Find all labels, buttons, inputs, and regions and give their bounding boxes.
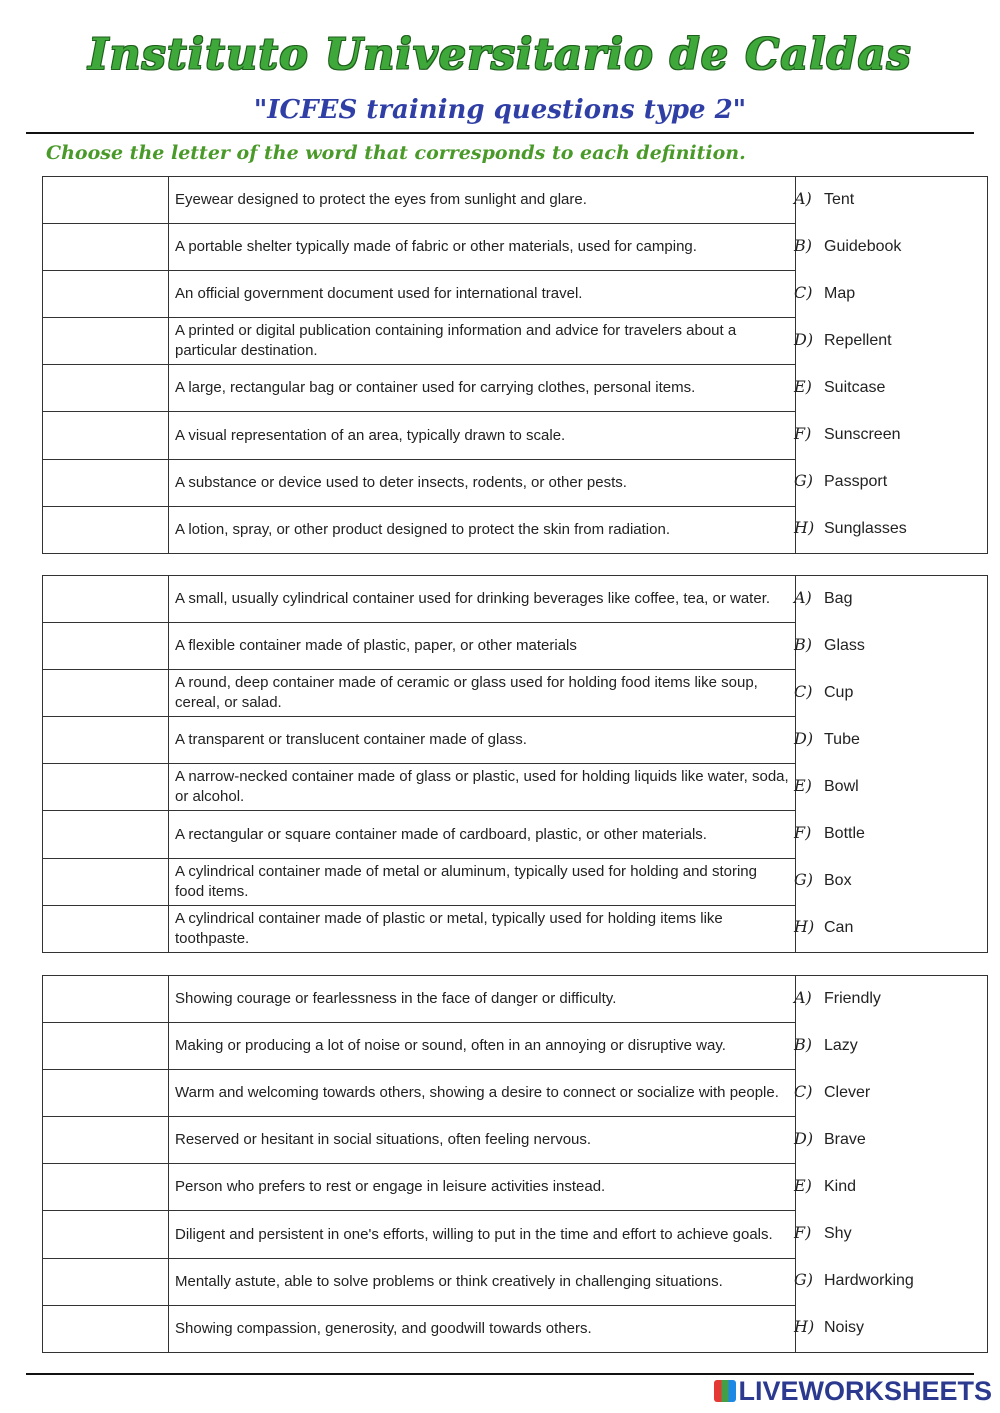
option-word: Clever: [824, 1083, 871, 1101]
answer-field[interactable]: [43, 1305, 169, 1352]
options-column: [796, 177, 988, 554]
instructions: Choose the letter of the word that corresponds to each definition.: [46, 142, 746, 164]
definition-text: A flexible container made of plastic, paper, or other materials: [169, 623, 796, 670]
option-letter: E): [794, 775, 812, 795]
option-letter: G): [794, 870, 814, 890]
option-letter: A): [794, 987, 812, 1007]
option-word: Hardworking: [824, 1272, 914, 1290]
answer-field[interactable]: [43, 224, 169, 271]
option-item: [794, 1223, 852, 1243]
option-item: [794, 1129, 866, 1149]
option-word: Can: [824, 919, 854, 937]
answer-field[interactable]: [43, 717, 169, 764]
answer-field[interactable]: [43, 412, 169, 459]
option-item: [794, 1035, 858, 1055]
option-item: [794, 870, 852, 890]
option-letter: A): [794, 587, 812, 607]
option-word: Map: [824, 284, 856, 302]
option-letter: H): [794, 1317, 815, 1337]
option-letter: E): [794, 1175, 812, 1195]
option-item: [794, 776, 859, 796]
definition-text: A lotion, spray, or other product designed to protect the skin from radiation.: [169, 506, 796, 553]
exercise-block-3: [42, 975, 974, 1353]
answer-field[interactable]: [43, 1258, 169, 1305]
option-word: Brave: [824, 1130, 866, 1148]
definition-text: Warm and welcoming towards others, showing a desire to connect or socialize with people.: [169, 1070, 796, 1117]
definition-text: A rectangular or square container made of cardboard, plastic, or other materials.: [169, 811, 796, 858]
header-divider: [26, 132, 974, 134]
option-item: [794, 635, 865, 655]
definition-text: Diligent and persistent in one's efforts, willing to put in the time and effort to achieve goals.: [169, 1211, 796, 1258]
exercise-table: [42, 975, 988, 1353]
answer-field[interactable]: [43, 976, 169, 1023]
answer-field[interactable]: [43, 623, 169, 670]
definition-text: A round, deep container made of ceramic or glass used for holding food items like soup, cereal, or salad.: [169, 670, 796, 717]
options-column: [796, 976, 988, 1353]
option-letter: D): [794, 329, 814, 349]
definition-text: A substance or device used to deter insects, rodents, or other pests.: [169, 459, 796, 506]
definition-text: Reserved or hesitant in social situations, often feeling nervous.: [169, 1117, 796, 1164]
option-letter: C): [794, 1081, 813, 1101]
option-word: Shy: [824, 1225, 852, 1243]
definition-text: A printed or digital publication containing information and advice for travelers about a particular destination.: [169, 318, 796, 365]
option-letter: F): [794, 424, 812, 444]
option-letter: F): [794, 823, 812, 843]
option-letter: B): [794, 634, 812, 654]
answer-field[interactable]: [43, 506, 169, 553]
option-item: [794, 424, 901, 444]
answer-field[interactable]: [43, 271, 169, 318]
definition-text: Eyewear designed to protect the eyes from sunlight and glare.: [169, 177, 796, 224]
option-item: [794, 471, 887, 491]
brand-text: LIVEWORKSHEETS: [738, 1376, 992, 1406]
footer-divider: [26, 1373, 974, 1375]
answer-field[interactable]: [43, 576, 169, 623]
option-item: [794, 823, 865, 843]
option-letter: B): [794, 235, 812, 255]
option-word: Bowl: [824, 777, 859, 795]
definition-text: A small, usually cylindrical container used for drinking beverages like coffee, tea, or water.: [169, 576, 796, 623]
option-item: [794, 1176, 856, 1196]
option-letter: C): [794, 681, 813, 701]
option-item: [794, 729, 860, 749]
option-word: Tent: [824, 190, 855, 208]
definition-text: An official government document used for international travel.: [169, 271, 796, 318]
option-word: Sunglasses: [824, 520, 907, 538]
answer-field[interactable]: [43, 1211, 169, 1258]
option-item: [794, 330, 892, 350]
option-item: [794, 518, 907, 538]
option-word: Passport: [824, 473, 888, 491]
liveworksheets-logo: [714, 1376, 992, 1407]
option-item: [794, 1317, 864, 1337]
definition-text: A cylindrical container made of metal or aluminum, typically used for holding and storing food items.: [169, 858, 796, 905]
exercise-block-2: [42, 575, 974, 953]
option-word: Guidebook: [824, 237, 902, 255]
option-item: [794, 588, 852, 608]
option-letter: G): [794, 471, 814, 491]
exercise-block-1: [42, 176, 974, 554]
option-word: Friendly: [824, 989, 881, 1007]
option-word: Repellent: [824, 331, 892, 349]
option-word: Glass: [824, 636, 865, 654]
option-letter: D): [794, 728, 814, 748]
definition-text: Mentally astute, able to solve problems or think creatively in challenging situations.: [169, 1258, 796, 1305]
option-letter: C): [794, 282, 813, 302]
option-item: [794, 377, 885, 397]
options-column: [796, 576, 988, 953]
option-letter: F): [794, 1223, 812, 1243]
option-word: Cup: [824, 683, 854, 701]
option-letter: D): [794, 1128, 814, 1148]
answer-field[interactable]: [43, 459, 169, 506]
definition-text: Showing compassion, generosity, and goodwill towards others.: [169, 1305, 796, 1352]
definition-text: A visual representation of an area, typically drawn to scale.: [169, 412, 796, 459]
option-word: Noisy: [824, 1319, 865, 1337]
definition-text: A cylindrical container made of plastic or metal, typically used for holding items like toothpaste.: [169, 905, 796, 952]
answer-field[interactable]: [43, 858, 169, 905]
definition-text: A narrow-necked container made of glass or plastic, used for holding liquids like water, soda, or alcohol.: [169, 764, 796, 811]
definition-text: A portable shelter typically made of fabric or other materials, used for camping.: [169, 224, 796, 271]
option-letter: H): [794, 917, 815, 937]
option-word: Sunscreen: [824, 426, 901, 444]
answer-field[interactable]: [43, 318, 169, 365]
option-letter: A): [794, 188, 812, 208]
page-title: Instituto Universitario de Caldas: [88, 30, 912, 80]
definition-text: Showing courage or fearlessness in the face of danger or difficulty.: [169, 976, 796, 1023]
option-letter: H): [794, 518, 815, 538]
option-item: [794, 236, 901, 256]
answer-field[interactable]: [43, 177, 169, 224]
exercise-table: [42, 176, 988, 554]
answer-field[interactable]: [43, 1070, 169, 1117]
answer-field[interactable]: [43, 811, 169, 858]
answer-field[interactable]: [43, 365, 169, 412]
option-letter: B): [794, 1034, 812, 1054]
answer-field[interactable]: [43, 1023, 169, 1070]
option-item: [794, 682, 853, 702]
definition-text: A transparent or translucent container made of glass.: [169, 717, 796, 764]
answer-field[interactable]: [43, 1117, 169, 1164]
option-item: [794, 1270, 914, 1290]
option-word: Bag: [824, 589, 853, 607]
option-item: [794, 917, 853, 937]
option-letter: G): [794, 1270, 814, 1290]
definition-text: Person who prefers to rest or engage in leisure activities instead.: [169, 1164, 796, 1211]
answer-field[interactable]: [43, 670, 169, 717]
liveworksheets-icon: [714, 1380, 736, 1402]
definition-text: A large, rectangular bag or container used for carrying clothes, personal items.: [169, 365, 796, 412]
option-word: Bottle: [824, 825, 865, 843]
answer-field[interactable]: [43, 764, 169, 811]
exercise-table: [42, 575, 988, 953]
option-word: Tube: [824, 730, 860, 748]
option-item: [794, 189, 854, 209]
definition-text: Making or producing a lot of noise or sound, often in an annoying or disruptive way.: [169, 1023, 796, 1070]
option-word: Lazy: [824, 1036, 858, 1054]
option-item: [794, 1082, 870, 1102]
answer-field[interactable]: [43, 1164, 169, 1211]
option-word: Kind: [824, 1177, 857, 1195]
option-letter: E): [794, 376, 812, 396]
page-subtitle: "ICFES training questions type 2": [253, 95, 747, 125]
option-item: [794, 988, 881, 1008]
option-word: Suitcase: [824, 378, 886, 396]
option-word: Box: [824, 872, 852, 890]
answer-field[interactable]: [43, 905, 169, 952]
option-item: [794, 283, 855, 303]
